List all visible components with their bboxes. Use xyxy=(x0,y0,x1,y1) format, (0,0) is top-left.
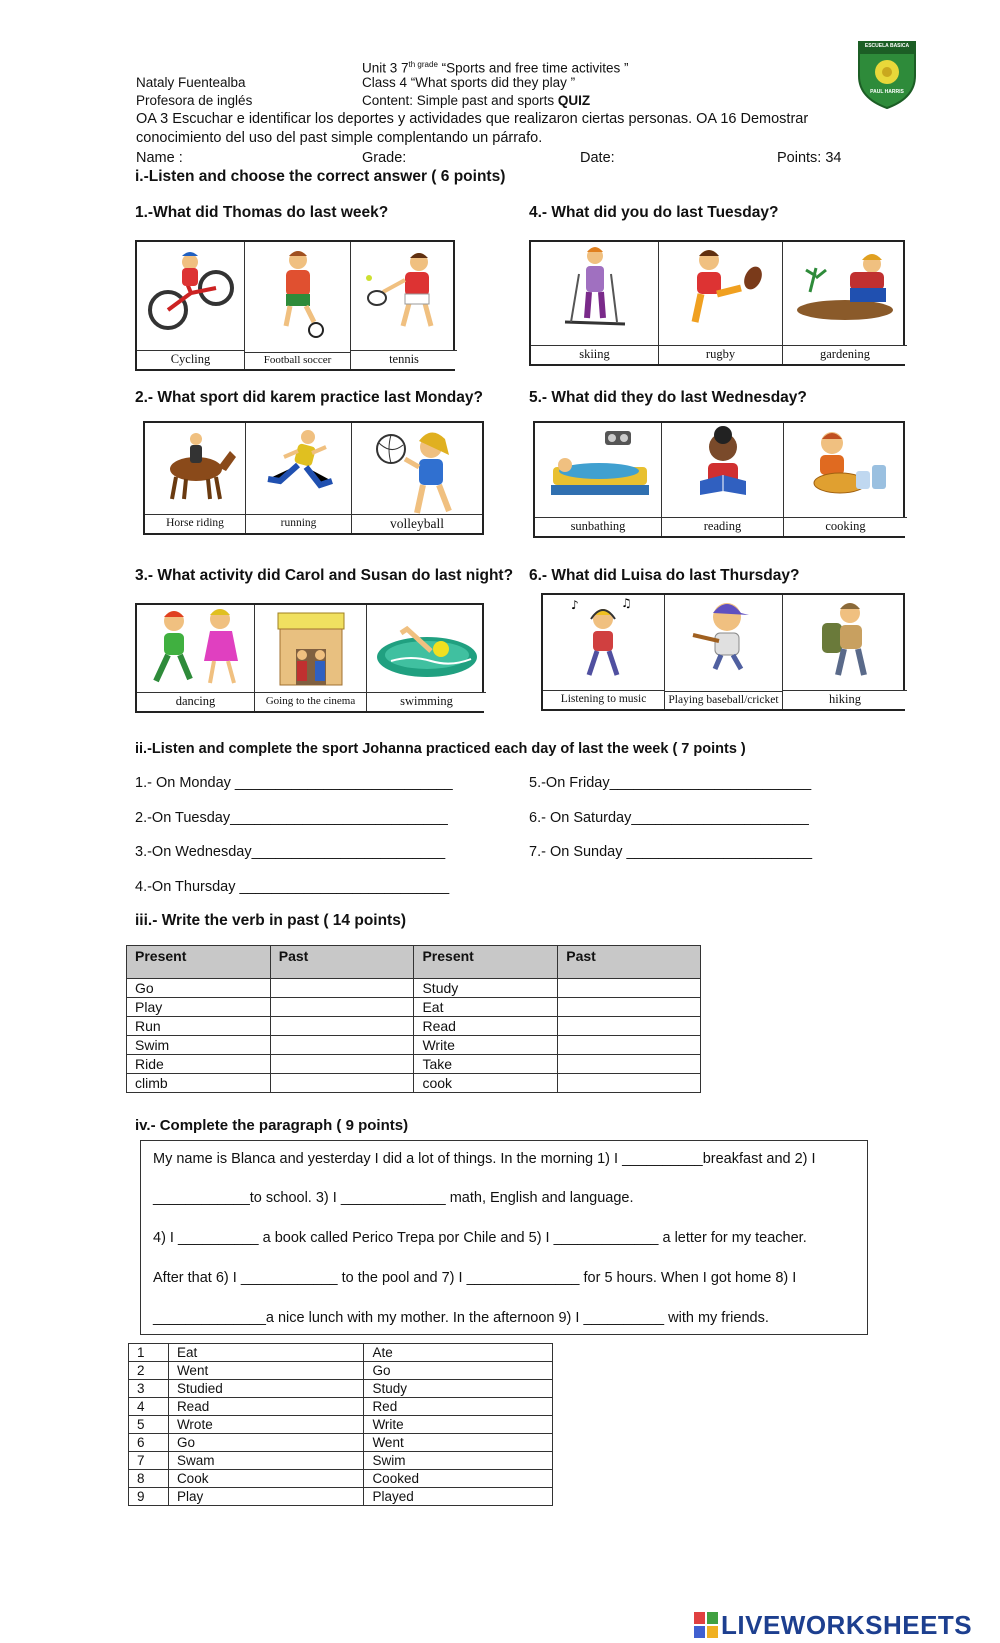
q5-options xyxy=(533,421,905,538)
swimming-icon xyxy=(371,611,483,687)
option-cooking[interactable]: cooking xyxy=(784,423,907,536)
day-line-sunday[interactable]: 7.- On Sunday _______________________ xyxy=(529,844,813,860)
q3-options xyxy=(135,603,484,713)
question-5: 5.- What did they do last Wednesday? xyxy=(529,389,807,406)
table-row: climb cook xyxy=(127,1074,701,1093)
past-answer-cell[interactable] xyxy=(270,1036,414,1055)
horse-riding-icon xyxy=(150,427,240,503)
past-answer-cell[interactable] xyxy=(270,1055,414,1074)
past-answer-cell[interactable] xyxy=(558,1055,701,1074)
teacher-name: Nataly Fuentealba xyxy=(136,75,246,90)
option-skiing[interactable]: skiing xyxy=(531,242,659,364)
past-answer-cell[interactable] xyxy=(558,1036,701,1055)
tennis-icon xyxy=(359,248,449,336)
liveworksheets-logo: LIVEWORKSHEETS xyxy=(694,1610,984,1638)
day-line-wednesday[interactable]: 3.-On Wednesday________________________ xyxy=(135,844,446,860)
grade-label: Grade: xyxy=(362,150,407,166)
paragraph-line-1[interactable]: My name is Blanca and yesterday I did a lot of things. In the morning 1) I __________breakfast and 2) I xyxy=(153,1151,816,1167)
paragraph-line-2[interactable]: ____________to school. 3) I _____________ math, English and language. xyxy=(153,1190,634,1206)
paragraph-line-4[interactable]: After that 6) I ____________ to the pool and 7) I ______________ for 5 hours. When I got home 8) I xyxy=(153,1270,797,1286)
objectives-line-2: conocimiento del uso del past simple complentando un párrafo. xyxy=(136,130,543,146)
question-1: 1.-What did Thomas do last week? xyxy=(135,204,389,221)
q2-options xyxy=(143,421,484,535)
past-answer-cell[interactable] xyxy=(558,998,701,1017)
table-row: 8 Cook Cooked xyxy=(129,1470,553,1488)
option-tennis[interactable]: tennis xyxy=(351,242,457,369)
skiing-icon xyxy=(555,244,635,332)
q4-options xyxy=(529,240,905,366)
option-running[interactable]: running xyxy=(246,423,352,533)
teacher-role: Profesora de inglés xyxy=(136,93,253,108)
day-line-tuesday[interactable]: 2.-On Tuesday___________________________ xyxy=(135,810,448,826)
unit-line: Unit 3 $7^{th grade}$ “Sports and free time activites ” xyxy=(362,60,629,76)
past-answer-cell[interactable] xyxy=(558,1074,701,1093)
points-label: Points: 34 xyxy=(777,150,842,166)
table-row: 5 Wrote Write xyxy=(129,1416,553,1434)
section3-title: iii.- Write the verb in past ( 14 points) xyxy=(135,912,407,929)
q6-options xyxy=(541,593,905,711)
past-answer-cell[interactable] xyxy=(270,1017,414,1036)
table-row: 6 Go Went xyxy=(129,1434,553,1452)
paragraph-box xyxy=(140,1140,868,1335)
table-row: 1 Eat Ate xyxy=(129,1344,553,1362)
baseball-icon xyxy=(679,595,769,671)
option-going-to-the-cinema[interactable]: Going to the cinema xyxy=(255,605,367,711)
option-sunbathing[interactable]: sunbathing xyxy=(535,423,662,536)
past-answer-cell[interactable] xyxy=(558,1017,701,1036)
running-icon xyxy=(254,427,344,503)
option-listening-to-music[interactable]: ♪ ♫ Listening to music xyxy=(543,595,665,709)
music-icon xyxy=(559,597,649,679)
option-swimming[interactable]: swimming xyxy=(367,605,486,711)
past-answer-cell[interactable] xyxy=(270,998,414,1017)
paragraph-line-3[interactable]: 4) I __________ a book called Perico Trepa por Chile and 5) I _____________ a letter for my teacher. xyxy=(153,1230,807,1246)
q1-options xyxy=(135,240,455,371)
past-answer-cell[interactable] xyxy=(270,1074,414,1093)
past-answer-cell[interactable] xyxy=(270,979,414,998)
cooking-icon xyxy=(796,425,896,509)
question-3: 3.- What activity did Carol and Susan do last night? xyxy=(135,567,514,584)
table-row: 9 Play Played xyxy=(129,1488,553,1506)
paragraph-line-5[interactable]: ______________a nice lunch with my mother. In the afternoon 9) I __________ with my friends. xyxy=(153,1310,769,1326)
liveworksheets-icon xyxy=(694,1612,718,1638)
table-row: Swim Write xyxy=(127,1036,701,1055)
day-line-monday[interactable]: 1.- On Monday ___________________________ xyxy=(135,775,453,791)
sunbathing-icon xyxy=(543,425,653,509)
gardening-icon xyxy=(790,248,900,328)
table-row: 3 Studied Study xyxy=(129,1380,553,1398)
option-gardening[interactable]: gardening xyxy=(783,242,907,364)
svg-text:♪: ♪ xyxy=(570,598,579,612)
football-icon xyxy=(258,246,338,338)
option-horse-riding[interactable]: Horse riding xyxy=(145,423,246,533)
content-line: Content: Simple past and sports QUIZ xyxy=(362,93,591,108)
dancing-icon xyxy=(140,607,252,689)
section1-title: i.-Listen and choose the correct answer ( 6 points) xyxy=(135,168,506,185)
reading-icon xyxy=(678,425,768,509)
cycling-icon xyxy=(146,248,236,338)
question-4: 4.- What did you do last Tuesday? xyxy=(529,204,779,221)
question-6: 6.- What did Luisa do last Thursday? xyxy=(529,567,800,584)
objectives-line-1: OA 3 Escuchar e identificar los deportes y actividades que realizaron ciertas personas. OA 16 Demostrar xyxy=(136,111,809,127)
table-row: Go Study xyxy=(127,979,701,998)
option-playing-baseball-cricket[interactable]: Playing baseball/cricket xyxy=(665,595,783,709)
option-volleyball[interactable]: volleyball xyxy=(352,423,482,533)
name-label: Name : xyxy=(136,150,183,166)
option-hiking[interactable]: hiking xyxy=(783,595,907,709)
past-answer-cell[interactable] xyxy=(558,979,701,998)
table-row: Play Eat xyxy=(127,998,701,1017)
hiking-icon xyxy=(800,597,890,679)
option-reading[interactable]: reading xyxy=(662,423,784,536)
option-rugby[interactable]: rugby xyxy=(659,242,783,364)
day-line-friday[interactable]: 5.-On Friday_________________________ xyxy=(529,775,812,791)
quiz-label: QUIZ xyxy=(557,93,591,108)
volleyball-icon xyxy=(357,425,477,517)
option-cycling[interactable]: Cycling xyxy=(137,242,245,369)
rugby-icon xyxy=(671,244,771,332)
table-row: 4 Read Red xyxy=(129,1398,553,1416)
table-row: 7 Swam Swim xyxy=(129,1452,553,1470)
table-row: Run Read xyxy=(127,1017,701,1036)
school-logo: ESCUELA BASICA PAUL HARRIS xyxy=(855,38,919,110)
option-football-soccer[interactable]: Football soccer xyxy=(245,242,351,369)
table-row: Ride Take xyxy=(127,1055,701,1074)
section4-title: iv.- Complete the paragraph ( 9 points) xyxy=(135,1117,409,1134)
table-row: 2 Went Go xyxy=(129,1362,553,1380)
option-dancing[interactable]: dancing xyxy=(137,605,255,711)
date-label: Date: xyxy=(580,150,615,166)
day-line-saturday[interactable]: 6.- On Saturday______________________ xyxy=(529,810,809,826)
section2-title: ii.-Listen and complete the sport Johanna practiced each day of last the week ( 7 points ) xyxy=(135,741,746,757)
svg-text:♫: ♫ xyxy=(620,597,632,610)
verbs-table-header: Present Past Present Past xyxy=(127,946,701,979)
day-line-thursday[interactable]: 4.-On Thursday __________________________ xyxy=(135,879,450,895)
word-bank-table xyxy=(128,1343,553,1506)
question-2: 2.- What sport did karem practice last Monday? xyxy=(135,389,483,406)
class-line: Class 4 “What sports did they play ” xyxy=(362,75,576,90)
cinema-icon xyxy=(266,609,356,689)
verbs-table xyxy=(126,945,701,1093)
